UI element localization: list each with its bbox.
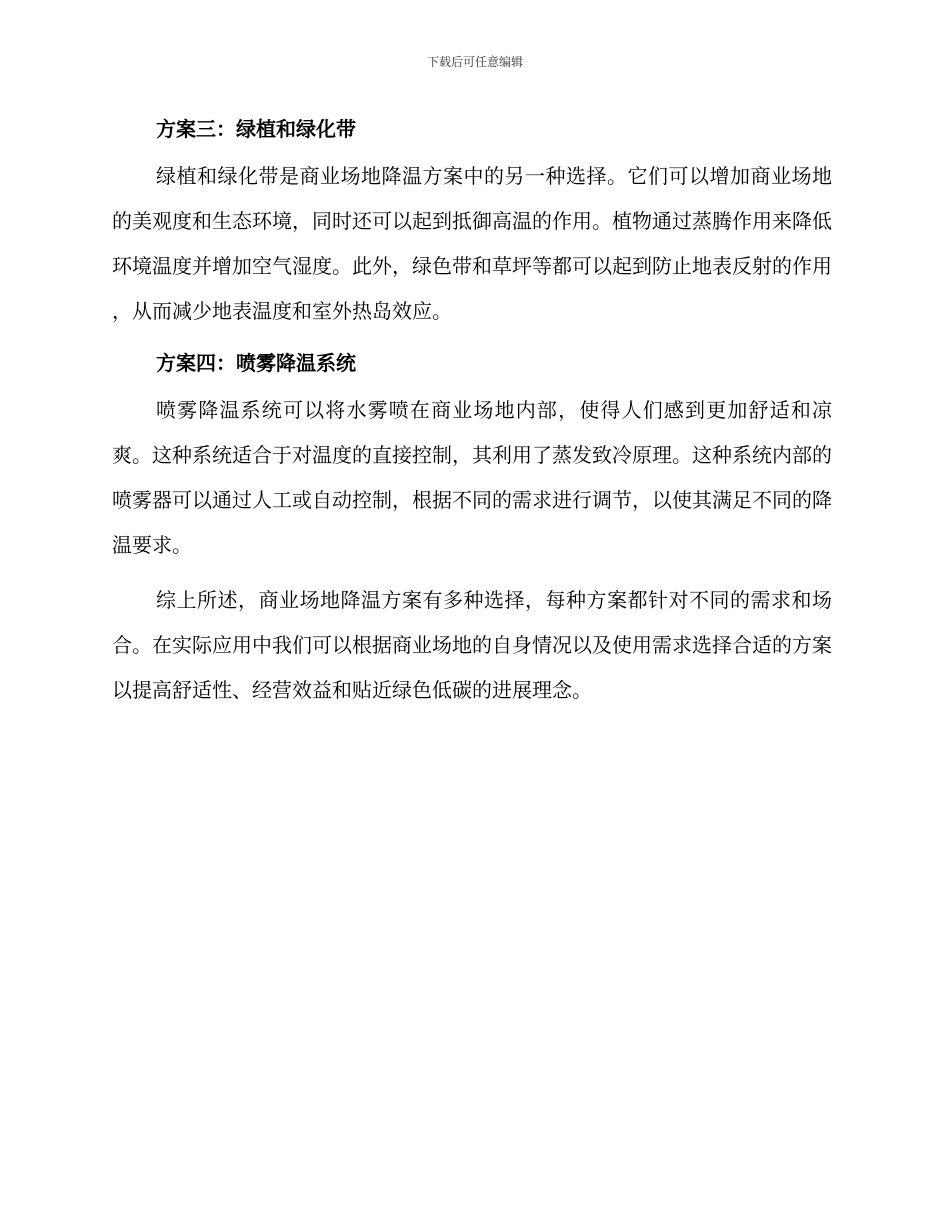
- section-plan-three: [112, 110, 832, 334]
- page-header-note: 下载后可任意编辑: [426, 55, 523, 69]
- section-paragraph: 喷雾降温系统可以将水雾喷在商业场地内部，使得人们感到更加舒适和凉爽。这种系统适合于对温度的直接控制，其利用了蒸发致冷原理。这种系统内部的喷雾器可以通过人工或自动控制，根据不同的需求进行调节，以使其满足不同的降温要求。: [112, 398, 832, 557]
- section-heading: 方案四：喷雾降温系统: [156, 351, 356, 375]
- section-plan-four: [112, 344, 832, 568]
- section-paragraph: 绿植和绿化带是商业场地降温方案中的另一种选择。它们可以增加商业场地的美观度和生态环境，同时还可以起到抵御高温的作用。植物通过蒸腾作用来降低环境温度并增加空气湿度。此外，绿色带和草坪等都可以起到防止地表反射的作用 ，从而减少地表温度和室外热岛效应。: [112, 164, 832, 323]
- document-body: [112, 110, 832, 713]
- section-heading: 方案三：绿植和绿化带: [156, 117, 356, 141]
- conclusion-paragraph: 综上所述，商业场地降温方案有多种选择，每种方案都针对不同的需求和场合。在实际应用中我们可以根据商业场地的自身情况以及使用需求选择合适的方案以提高舒适性、经营效益和贴近绿色低碳的进展理念。: [112, 588, 832, 702]
